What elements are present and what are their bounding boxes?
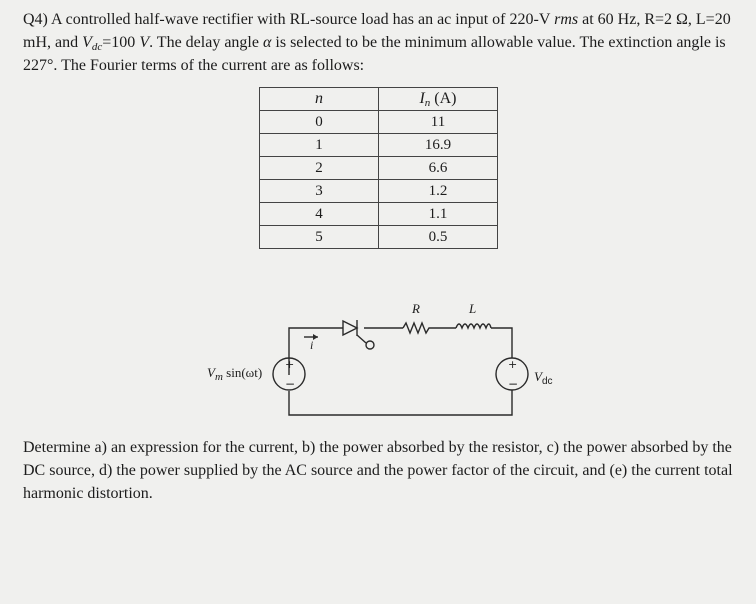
dc-source-v: V	[534, 369, 542, 384]
ac-source-expression: sin(ωt)	[222, 365, 263, 380]
header-in-subscript: n	[424, 97, 431, 109]
cell-in: 1.1	[379, 203, 498, 226]
wire-bottom	[289, 390, 512, 415]
header-in-symbol: I	[419, 90, 425, 107]
alpha-symbol: α	[262, 34, 272, 51]
header-in-unit: (A)	[430, 90, 457, 107]
resistor-label: R	[412, 301, 420, 316]
rms-symbol: rms	[554, 11, 579, 28]
dc-minus-sign: −	[508, 377, 519, 391]
dc-plus-sign: +	[508, 358, 518, 371]
intro-part5: is selected to be the minimum allowable value. The extinction angle is 227°. The Fourier terms of the current are as follows:	[23, 34, 726, 74]
cell-in: 0.5	[379, 226, 498, 249]
ac-source-label	[207, 365, 262, 381]
cell-in: 16.9	[379, 134, 498, 157]
dc-source-subscript: dc	[541, 376, 553, 387]
header-n: n	[260, 88, 379, 111]
inductor-label: L	[469, 301, 477, 316]
cell-n: 0	[260, 111, 379, 134]
cell-in: 6.6	[379, 157, 498, 180]
intro-part3: =100	[102, 34, 140, 51]
wire-inductor-to-dc	[491, 328, 512, 358]
vdc-subscript: dc	[91, 41, 103, 53]
cell-n: 4	[260, 203, 379, 226]
cell-in: 1.2	[379, 180, 498, 203]
ac-plus-sign: +	[285, 358, 295, 371]
intro-part4: . The delay angle	[149, 34, 263, 51]
cell-n: 5	[260, 226, 379, 249]
wire-top-left	[289, 328, 343, 375]
vdc-symbol: V	[82, 34, 92, 51]
intro-part1: Q4) A controlled half-wave rectifier with RL-source load has an ac input of 220-V	[23, 11, 555, 28]
ac-source-v: V	[207, 365, 215, 380]
volt-unit: V	[139, 34, 150, 51]
inductor-icon	[456, 324, 491, 328]
ac-minus-sign: −	[285, 377, 296, 391]
thyristor-icon	[343, 320, 374, 349]
dc-source-label	[534, 369, 553, 385]
resistor-icon	[403, 323, 431, 333]
cell-n: 3	[260, 180, 379, 203]
intro-part2: at 60 Hz, R=2 Ω, L=20 mH, and	[23, 11, 731, 51]
ac-source-subscript: m	[214, 371, 223, 383]
question-text: Determine a) an expression for the current, b) the power absorbed by the resistor, c) the power absorbed by the DC source, d) the power supplied by the AC source and the power factor of the circuit, and (e) the current total harmonic distortion.	[23, 439, 733, 502]
current-label: i	[310, 338, 314, 352]
cell-n: 2	[260, 157, 379, 180]
current-arrowhead-icon	[313, 334, 318, 340]
cell-n: 1	[260, 134, 379, 157]
cell-in: 11	[379, 111, 498, 134]
